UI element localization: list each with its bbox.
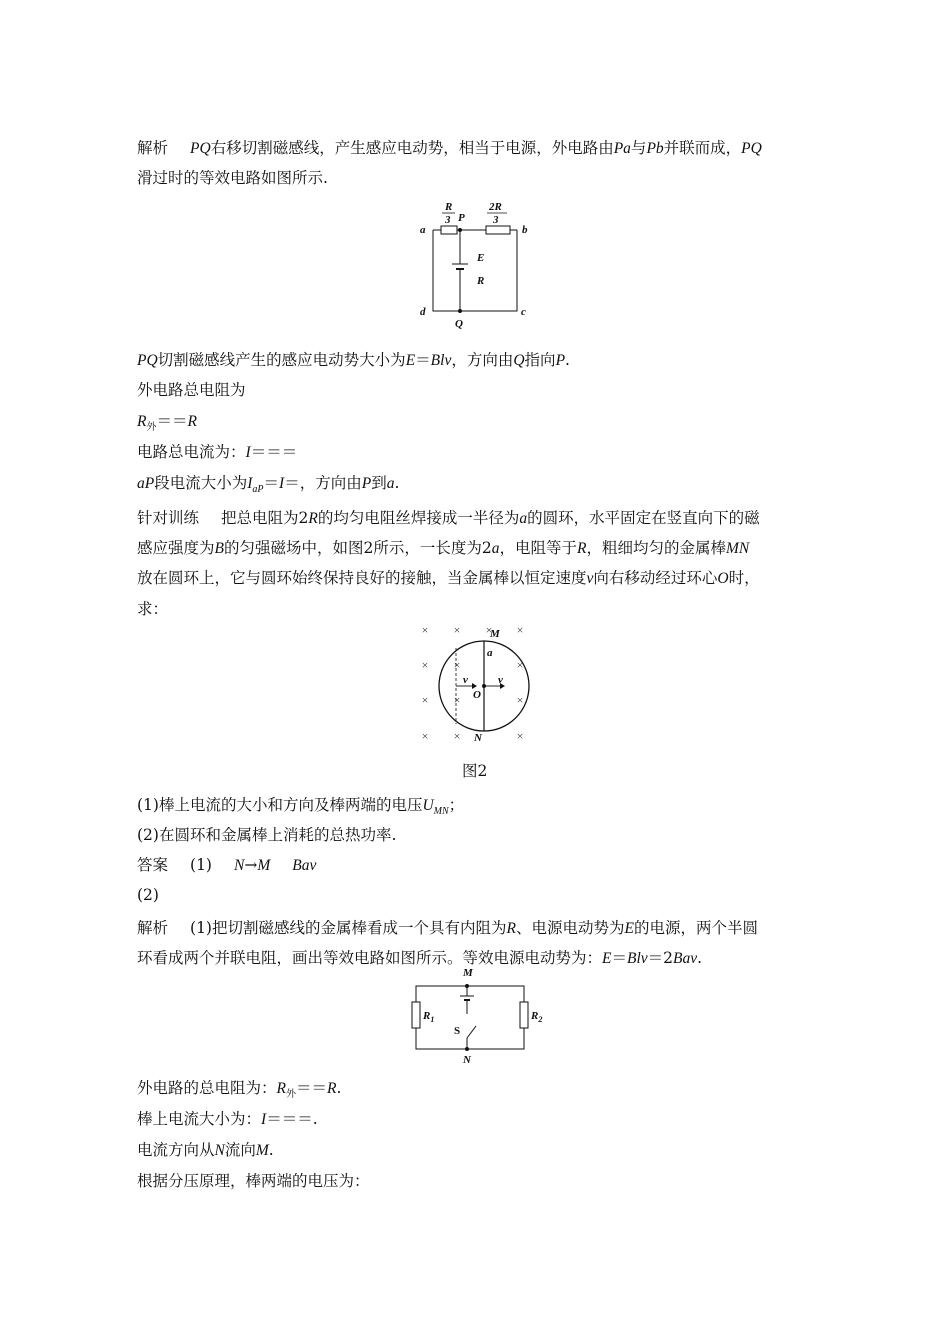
resistor-r2 xyxy=(520,1002,528,1028)
magnetic-field-cross: × xyxy=(453,729,461,743)
text-segment: ，方向由 xyxy=(451,351,514,369)
magnetic-field-cross: × xyxy=(485,623,493,637)
voltage-divider-line: 根据分压原理，棒两端的电压为： xyxy=(137,1172,370,1190)
analysis-lead: 解析 xyxy=(137,139,169,157)
label-n: N xyxy=(474,732,482,744)
label-m: M xyxy=(490,628,500,640)
text-segment: Blv xyxy=(627,950,648,967)
node-m xyxy=(465,984,469,988)
text-segment: ； xyxy=(448,796,465,814)
parallel-circuit-figure-3 xyxy=(405,966,550,1066)
magnetic-field-cross: × xyxy=(516,658,524,672)
text-segment: I xyxy=(261,1111,267,1128)
text-segment: N xyxy=(214,1142,225,1159)
text-segment: PQ xyxy=(137,352,158,369)
text-segment: P xyxy=(555,352,566,369)
text-segment: ＝＝ xyxy=(295,1079,327,1097)
magnetic-field-cross: × xyxy=(516,729,524,743)
text-segment: E xyxy=(405,352,416,369)
text-segment: (1)把切割磁感线的金属棒看成一个具有内阻为 xyxy=(190,919,507,937)
label-radius-a: a xyxy=(487,647,493,659)
label-2r-den: 3 xyxy=(493,214,499,226)
analysis-paragraph-2 xyxy=(137,917,758,940)
text-segment: I xyxy=(247,475,253,492)
text-segment: Bav xyxy=(673,950,698,967)
text-segment: 与 xyxy=(630,139,647,157)
text-segment: P xyxy=(361,475,372,492)
text-segment: R xyxy=(506,920,516,937)
external-total-resistance xyxy=(137,1077,341,1106)
text-segment: I xyxy=(279,475,285,492)
text-segment: 外 xyxy=(146,422,157,434)
text-segment: M xyxy=(255,1142,269,1159)
text-segment: E xyxy=(602,950,612,967)
text-segment: a xyxy=(386,475,395,492)
text-segment: aP xyxy=(252,484,264,496)
analysis-paragraph-1-line-2: 滑过时的等效电路如图所示. xyxy=(137,169,328,187)
text-segment: U xyxy=(422,797,434,814)
text-segment: 感应强度为 xyxy=(137,539,215,557)
label-c: c xyxy=(521,306,526,318)
text-segment: B xyxy=(214,540,224,557)
text-segment: R xyxy=(327,1080,337,1097)
text-segment: 电路总电流为： xyxy=(137,443,246,461)
analysis-paragraph-1 xyxy=(137,137,762,160)
text-segment: Pa xyxy=(613,140,631,157)
ap-current-formula xyxy=(137,472,399,501)
label-r: R xyxy=(477,275,485,287)
text-segment: 电流方向从 xyxy=(137,1141,215,1159)
practice-problem-line-4: 求： xyxy=(137,600,169,618)
resistor-2r-over-3 xyxy=(486,226,510,234)
text-segment: 环看成两个并联电阻，画出等效电路如图所示。等效电源电动势为： xyxy=(137,949,603,967)
label-e: E xyxy=(477,252,485,264)
text-segment: N xyxy=(233,857,245,874)
analysis-lead: 解析 xyxy=(137,919,169,937)
text-segment: 流向 xyxy=(224,1141,256,1159)
label-r2: $R_2$ xyxy=(531,1010,543,1024)
magnetic-field-cross: × xyxy=(453,623,461,637)
text-segment: MN xyxy=(725,540,750,557)
label-v-right: v xyxy=(498,674,503,686)
label-s: S xyxy=(454,1025,461,1037)
text-segment: (1)棒上电流的大小和方向及棒两端的电压 xyxy=(137,796,423,814)
magnetic-field-cross: × xyxy=(516,623,524,637)
text-segment: 切割磁感线产生的感应电动势大小为 xyxy=(157,351,406,369)
label-d: d xyxy=(420,306,426,318)
node-n xyxy=(465,1047,469,1051)
text-segment: aP xyxy=(137,475,155,492)
text-segment: Bav xyxy=(292,857,317,874)
total-current-formula xyxy=(137,441,297,464)
text-segment: R xyxy=(187,413,197,430)
text-segment: R xyxy=(576,540,587,557)
center-o xyxy=(482,684,486,688)
text-segment: a xyxy=(491,540,500,557)
text-segment: 的均匀电阻丝焊接成一半径为 xyxy=(317,509,520,527)
practice-problem-line-3 xyxy=(137,567,760,590)
answer-lead: 答案 xyxy=(137,856,169,874)
external-resistance-formula xyxy=(137,410,197,439)
ring-magnetic-field-figure-2 xyxy=(412,620,537,746)
text-segment: ＝2 xyxy=(647,949,674,967)
text-segment: 到 xyxy=(371,474,387,492)
text-segment: 向右移动经过环心 xyxy=(593,569,718,587)
node-q xyxy=(458,309,462,313)
text-segment: PQ xyxy=(190,140,211,157)
text-segment: Pb xyxy=(646,140,664,157)
text-segment: ＝＝＝. xyxy=(266,1110,318,1128)
text-segment: v xyxy=(586,570,594,587)
text-segment: Q xyxy=(513,352,525,369)
text-segment: MN xyxy=(433,806,449,818)
label-q: Q xyxy=(455,318,463,330)
magnetic-field-cross: × xyxy=(421,658,429,672)
external-resistance-heading: 外电路总电阻为 xyxy=(137,381,246,399)
magnetic-field-cross: × xyxy=(516,693,524,707)
text-segment: PQ xyxy=(741,140,762,157)
text-segment: . xyxy=(394,474,400,492)
switch-blade xyxy=(467,1026,476,1038)
label-r-num: R xyxy=(445,201,453,213)
text-segment: R xyxy=(308,510,318,527)
text-segment: R xyxy=(137,413,147,430)
text-segment: 并联而成， xyxy=(663,139,742,157)
text-segment: 的电源，两个半圆 xyxy=(633,919,758,937)
text-segment: E xyxy=(624,920,634,937)
label-n: N xyxy=(463,1054,471,1066)
figure-2-caption: 图2 xyxy=(462,762,488,780)
text-segment: 时， xyxy=(728,569,760,587)
text-segment: 的圆环，水平固定在竖直向下的磁 xyxy=(527,509,760,527)
label-v-left: v xyxy=(463,674,468,686)
arrow-icon: → xyxy=(244,856,258,874)
practice-lead: 针对训练 xyxy=(137,509,200,527)
magnetic-field-cross: × xyxy=(421,623,429,637)
text-segment: . xyxy=(336,1079,342,1097)
text-segment: . xyxy=(697,949,703,967)
text-segment: ，电阻等于 xyxy=(499,539,577,557)
text-segment: a xyxy=(519,510,528,527)
emf-paragraph xyxy=(137,349,570,372)
label-r1: $R_1$ xyxy=(423,1010,435,1024)
text-segment: 棒上电流大小为： xyxy=(137,1110,262,1128)
text-segment: 外电路的总电阻为： xyxy=(137,1079,277,1097)
text-segment: M xyxy=(257,857,271,874)
label-o: O xyxy=(473,689,481,701)
resistor-r1 xyxy=(412,1002,420,1028)
text-segment: 放在圆环上，它与圆环始终保持良好的接触，当金属棒以恒定速度 xyxy=(137,569,587,587)
label-m: M xyxy=(463,967,473,979)
question-1 xyxy=(137,794,464,823)
text-segment: ，粗细均匀的金属棒 xyxy=(586,539,726,557)
text-segment: Blv xyxy=(430,352,452,369)
label-p: P xyxy=(458,212,465,224)
magnetic-field-cross: × xyxy=(421,729,429,743)
label-b: b xyxy=(522,224,528,236)
magnetic-field-cross: × xyxy=(453,658,461,672)
text-segment: 把总电阻为2 xyxy=(221,509,309,527)
text-segment: I xyxy=(245,444,251,461)
label-2r-num: 2R xyxy=(489,201,502,213)
resistor-r-over-3 xyxy=(441,226,457,234)
text-segment: ＝＝＝ xyxy=(250,443,298,461)
rod-current-magnitude xyxy=(137,1108,318,1131)
text-segment: 指向 xyxy=(524,351,556,369)
text-segment: . xyxy=(565,351,570,369)
text-segment: R xyxy=(276,1080,286,1097)
text-segment: 外 xyxy=(285,1089,296,1101)
text-segment: 、电源电动势为 xyxy=(515,919,625,937)
text-segment: 段电流大小为 xyxy=(154,474,248,492)
text-segment: 的匀强磁场中，如图2所示，一长度为2 xyxy=(223,539,492,557)
practice-problem-line-2 xyxy=(137,537,749,560)
text-segment: ＝＝ xyxy=(156,412,188,430)
text-segment: 右移切割磁感线，产生感应电动势，相当于电源，外电路由 xyxy=(210,139,614,157)
text-segment: (1) xyxy=(190,856,212,874)
text-segment: ＝ xyxy=(415,351,431,369)
node-p xyxy=(458,228,462,232)
answer-line-1 xyxy=(137,854,316,877)
magnetic-field-cross: × xyxy=(453,693,461,707)
text-segment: O xyxy=(717,570,729,587)
answer-line-2: (2) xyxy=(137,886,159,904)
current-direction xyxy=(137,1139,274,1162)
question-2: (2)在圆环和金属棒上消耗的总热功率. xyxy=(137,826,397,844)
equivalent-circuit-figure-1 xyxy=(415,196,540,331)
practice-problem-line-1 xyxy=(137,507,760,530)
text-segment: ＝ xyxy=(611,949,627,967)
label-a: a xyxy=(420,224,426,236)
label-r-den: 3 xyxy=(445,214,451,226)
text-segment: ＝ xyxy=(263,474,280,492)
text-segment: ＝，方向由 xyxy=(284,474,362,492)
magnetic-field-cross: × xyxy=(421,693,429,707)
text-segment: . xyxy=(268,1141,274,1159)
